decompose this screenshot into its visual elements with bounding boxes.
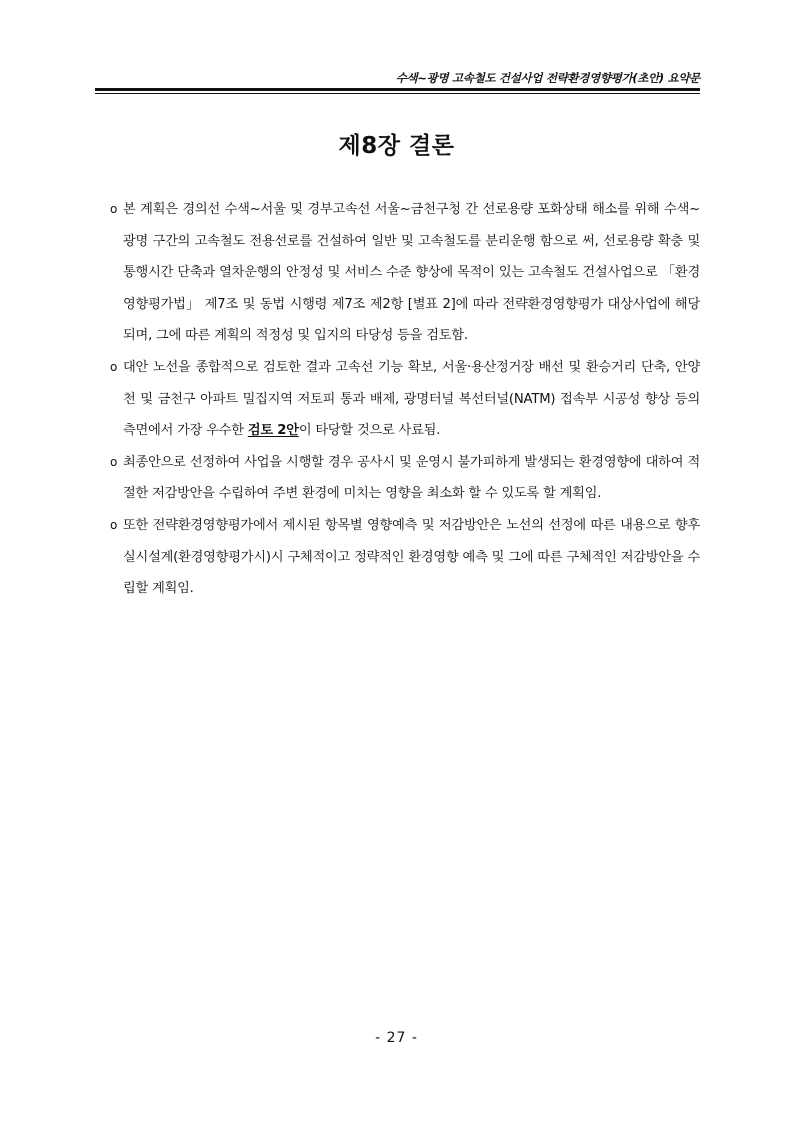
bullet-mark: ο — [110, 202, 118, 216]
conclusion-paragraph-2 — [110, 352, 700, 447]
paragraph-text-after: 이 타당할 것으로 사료됨. — [298, 423, 441, 439]
chapter-title: 제8장 결론 — [338, 133, 455, 159]
selected-alternative-emphasis: 검토 2안 — [247, 423, 299, 439]
running-header: 수색~광명 고속철도 건설사업 전략환경영향평가(초안) 요약문 — [395, 71, 700, 85]
bullet-mark: ο — [110, 454, 118, 469]
paragraph-text-before: 대안 노선을 종합적으로 검토한 결과 고속선 기능 확보, 서울·용산정거장 배선 및 환승거리 단축, 안양천 및 금천구 아파트 밀집지역 저토피 통과 배제, 광명터널 복선터널(NATM) 접속부 시공성 향상 등의 측면에서 가장 우수한 — [123, 359, 700, 439]
conclusion-paragraph-4 — [110, 510, 700, 605]
page-number: - 27 - — [375, 1030, 418, 1046]
header-rule-thin — [95, 93, 700, 94]
paragraph-text — [123, 360, 700, 438]
paragraph-text: 최종안으로 선정하여 사업을 시행할 경우 공사시 및 운영시 불가피하게 발생되는 환경영향에 대하여 적절한 저감방안을 수립하여 주변 환경에 미치는 영향을 최소화 할 수 있도록 할 계획임. — [123, 454, 700, 502]
bullet-mark: ο — [110, 517, 118, 532]
conclusion-paragraph-1 — [110, 194, 700, 352]
paragraph-text: 또한 전략환경영향평가에서 제시된 항목별 영향예측 및 저감방안은 노선의 선정에 따른 내용으로 향후 실시설계(환경영향평가시)시 구체적이고 정략적인 환경영향 예측 및 그에 따른 구체적인 저감방안을 수립할 계획임. — [123, 517, 700, 597]
body-content — [110, 194, 700, 605]
paragraph-text: 본 계획은 경의선 수색~서울 및 경부고속선 서울~금천구청 간 선로용량 포화상태 해소를 위해 수색~광명 구간의 고속철도 전용선로를 건설하여 일반 및 고속철도를 분리운행 함으로 써, 선로용량 확충 및 통행시간 단축과 열차운행의 안정성 및 서비스 수준 향상에 목적이 있는 고속철도 건설사업으로 「환경영향평가법」 제7조 및 동법 시행령 제7조 제2항 [별표 2]에 따라 전략환경영향평가 대상사업에 해당되며, 그에 따른 계획의 적정성 및 입지의 타당성 등을 검토함. — [123, 202, 700, 344]
conclusion-paragraph-3 — [110, 447, 700, 510]
bullet-mark: ο — [110, 359, 118, 374]
header-rule-thick — [95, 88, 700, 91]
